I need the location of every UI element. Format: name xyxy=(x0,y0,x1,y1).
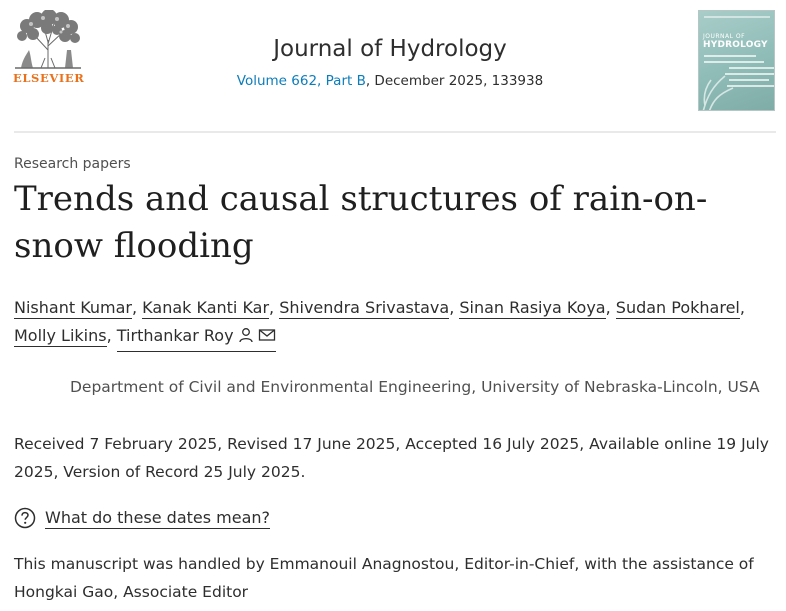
author-name: Tirthankar Roy xyxy=(116,326,234,345)
issue-details: , December 2025, 133938 xyxy=(365,73,544,89)
cover-heading-small: JOURNAL OF xyxy=(703,33,746,40)
article-type: Research papers xyxy=(14,156,131,172)
dates-help-link[interactable]: What do these dates mean? xyxy=(45,507,271,527)
article-header xyxy=(0,0,786,132)
volume-link[interactable]: Volume 662, Part B xyxy=(236,73,366,89)
cover-heading xyxy=(703,33,773,49)
article-title: Trends and causal structures of rain-on-snow flooding xyxy=(14,179,708,266)
author-link[interactable]: Nishant Kumar xyxy=(14,298,132,317)
corresponding-author-link[interactable] xyxy=(117,322,276,352)
author-link[interactable]: Molly Likins xyxy=(14,326,107,345)
author-link[interactable]: Shivendra Srivastava xyxy=(279,298,450,317)
journal-issue-info xyxy=(180,73,600,89)
cover-rule xyxy=(704,16,770,18)
cover-text-line xyxy=(704,55,756,57)
elsevier-wordmark: ELSEVIER xyxy=(13,71,85,85)
author-link[interactable]: Sinan Rasiya Koya xyxy=(459,298,606,317)
editor-note: This manuscript was handled by Emmanouil Anagnostou, Editor-in-Chief, with the assistance of Hongkai Gao, Associate Editor xyxy=(14,555,754,601)
question-circle-icon xyxy=(14,507,36,529)
cover-text-line xyxy=(704,61,764,63)
person-icon xyxy=(238,327,254,343)
author-affiliation: Department of Civil and Environmental Engineering, University of Nebraska-Lincoln, USA xyxy=(70,378,760,396)
journal-cover-image[interactable] xyxy=(698,10,775,111)
cover-heading-big: HYDROLOGY xyxy=(703,40,768,50)
author-list: Nishant Kumar, Kanak Kanti Kar, Shivendra Srivastava, Sinan Rasiya Koya, Sudan Pokharel, Molly Likins, Tirthankar Roy xyxy=(14,294,774,352)
header-divider xyxy=(14,131,776,133)
journal-title-link[interactable]: Journal of Hydrology xyxy=(273,36,507,62)
envelope-icon xyxy=(258,327,276,343)
elsevier-tree-icon xyxy=(13,10,83,70)
article-dates: Received 7 February 2025, Revised 17 June 2025, Accepted 16 July 2025, Available online 19 July 2025, Version of Record 25 July 2025. xyxy=(14,435,769,481)
dates-help[interactable] xyxy=(14,505,270,531)
cover-plant-icon xyxy=(699,66,739,111)
author-link[interactable]: Kanak Kanti Kar xyxy=(142,298,270,317)
author-link[interactable]: Sudan Pokharel xyxy=(615,298,740,317)
